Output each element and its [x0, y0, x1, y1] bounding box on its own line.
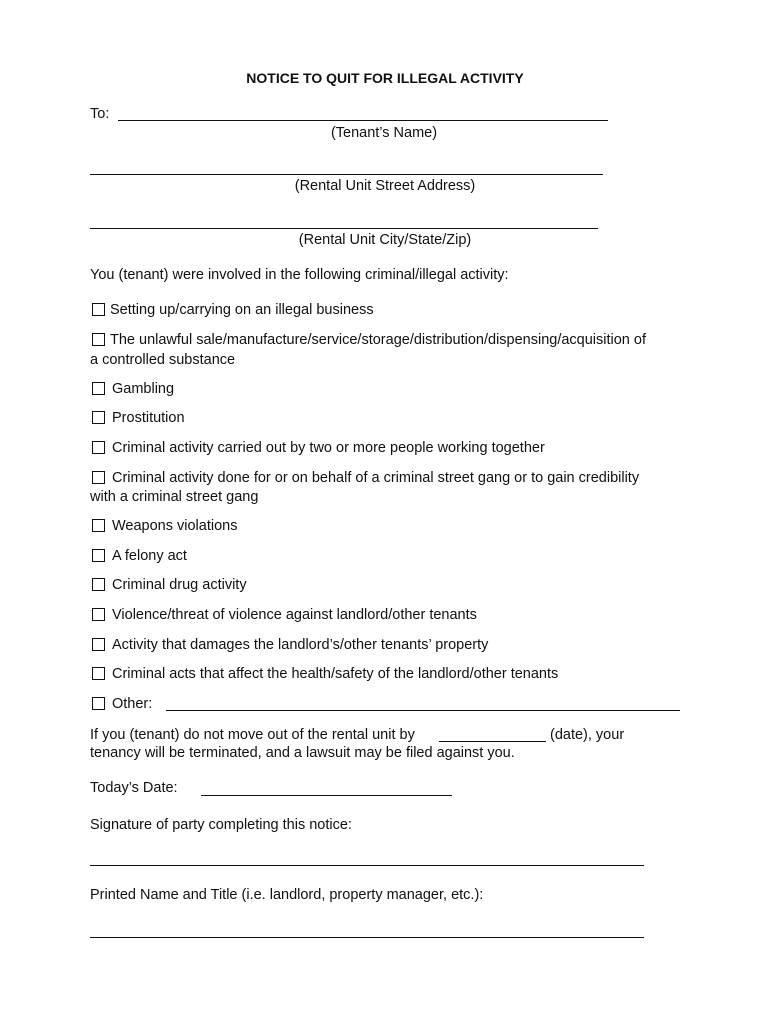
tenant-name-caption: (Tenant’s Name) [330, 125, 438, 141]
printed-name-label: Printed Name and Title (i.e. landlord, property manager, etc.): [90, 887, 484, 903]
moveout-text-b: (date), your [550, 727, 625, 743]
option-weapons: Weapons violations [112, 518, 238, 534]
signature-field[interactable] [90, 865, 644, 866]
notice-title: NOTICE TO QUIT FOR ILLEGAL ACTIVITY [246, 70, 524, 86]
option-other: Other: [112, 696, 153, 712]
street-address-field[interactable] [90, 174, 603, 175]
checkbox-street-gang[interactable] [92, 471, 105, 484]
checkbox-gambling[interactable] [92, 382, 105, 395]
todays-date-field[interactable] [201, 795, 452, 796]
checkbox-violence[interactable] [92, 608, 105, 621]
other-activity-field[interactable] [166, 710, 680, 711]
moveout-text-line2: tenancy will be terminated, and a lawsuit may be filed against you. [90, 745, 515, 761]
moveout-text-a: If you (tenant) do not move out of the rental unit by [90, 727, 415, 743]
option-health-safety: Criminal acts that affect the health/safety of the landlord/other tenants [112, 666, 559, 682]
option-controlled-substance: The unlawful sale/manufacture/service/storage/distribution/dispensing/acquisition of [110, 332, 646, 348]
city-state-zip-field[interactable] [90, 228, 598, 229]
checkbox-group-crime[interactable] [92, 441, 105, 454]
checkbox-felony[interactable] [92, 549, 105, 562]
option-prostitution: Prostitution [112, 410, 185, 426]
checkbox-other[interactable] [92, 697, 105, 710]
option-property-damage: Activity that damages the landlord’s/other tenants’ property [112, 637, 489, 653]
option-gambling: Gambling [112, 381, 175, 397]
printed-name-field[interactable] [90, 937, 644, 938]
checkbox-prostitution[interactable] [92, 411, 105, 424]
signature-label: Signature of party completing this notice: [90, 817, 352, 833]
street-address-caption: (Rental Unit Street Address) [294, 178, 476, 194]
option-illegal-business: Setting up/carrying on an illegal business [110, 302, 374, 318]
city-state-zip-caption: (Rental Unit City/State/Zip) [298, 232, 472, 248]
option-felony: A felony act [112, 548, 187, 564]
moveout-date-field[interactable] [439, 741, 546, 742]
checkbox-health-safety[interactable] [92, 667, 105, 680]
checkbox-illegal-business[interactable] [92, 303, 105, 316]
todays-date-label: Today’s Date: [90, 780, 178, 796]
option-street-gang-cont: with a criminal street gang [90, 489, 259, 505]
checkbox-drug-activity[interactable] [92, 578, 105, 591]
checkbox-property-damage[interactable] [92, 638, 105, 651]
activity-intro: You (tenant) were involved in the following criminal/illegal activity: [90, 267, 509, 283]
option-drug-activity: Criminal drug activity [112, 577, 247, 593]
option-street-gang: Criminal activity done for or on behalf of a criminal street gang or to gain credibility [112, 470, 640, 486]
tenant-name-field[interactable] [118, 120, 608, 121]
option-group-crime: Criminal activity carried out by two or more people working together [112, 440, 545, 456]
option-violence: Violence/threat of violence against landlord/other tenants [112, 607, 477, 623]
to-label: To: [90, 106, 110, 122]
checkbox-weapons[interactable] [92, 519, 105, 532]
option-controlled-substance-cont: a controlled substance [90, 352, 236, 368]
checkbox-controlled-substance[interactable] [92, 333, 105, 346]
